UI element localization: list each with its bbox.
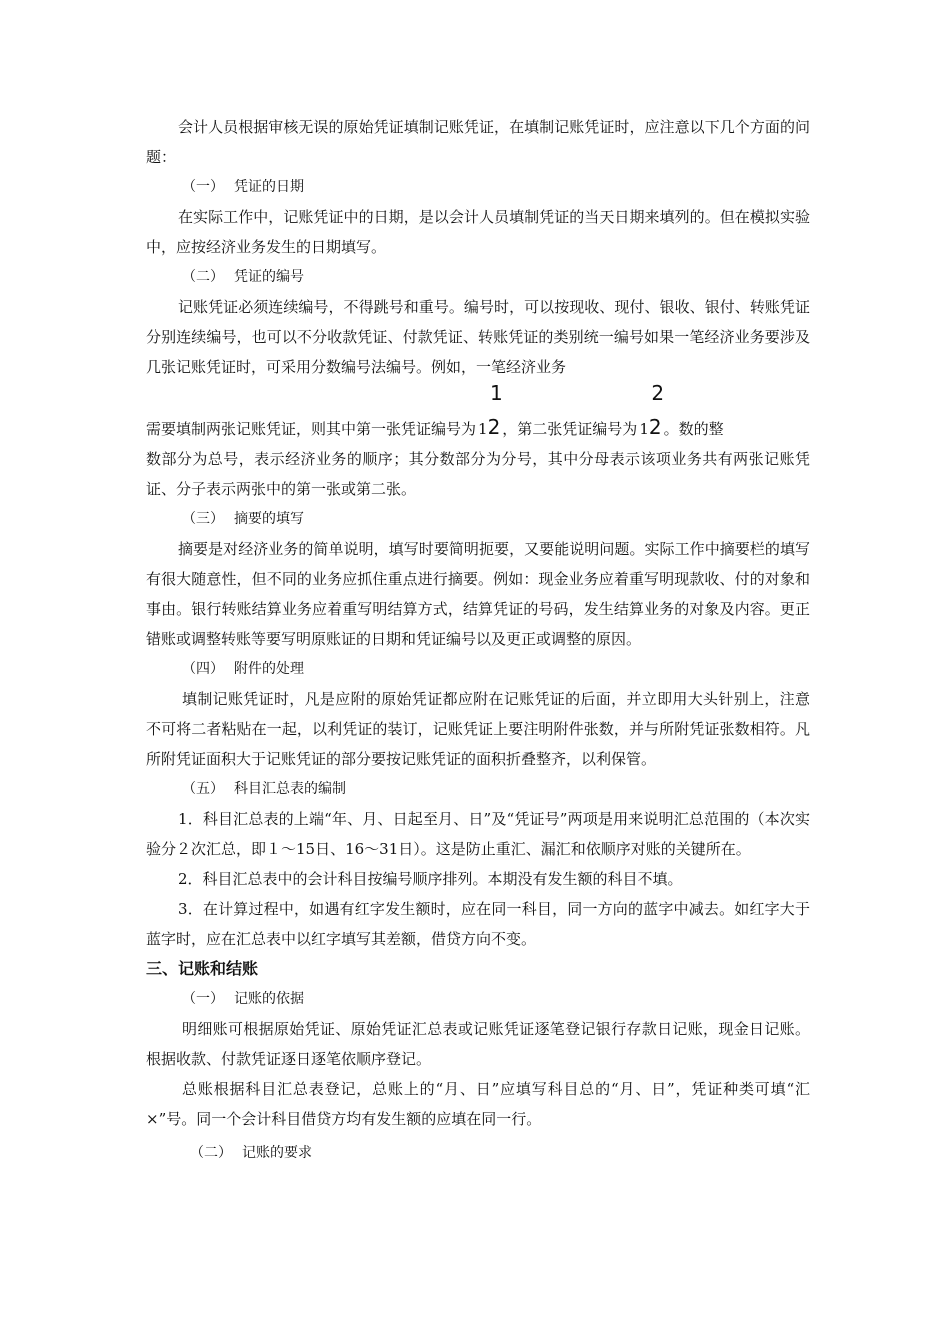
- section-number: （四）: [182, 661, 224, 677]
- fraction-numerator: 1: [490, 381, 503, 405]
- document-body: [146, 112, 810, 1168]
- section-number: （五）: [182, 781, 224, 797]
- section-title: 附件的处理: [234, 661, 304, 677]
- section-number: （三）: [182, 511, 224, 527]
- section-title: 记账的依据: [234, 991, 304, 1007]
- section-heading-summary: [146, 504, 810, 534]
- chapter-heading: 三、记账和结账: [146, 959, 259, 978]
- section-heading-numbering: [146, 262, 810, 292]
- paragraph-numbering: 记账凭证必须连续编号，不得跳号和重号。编号时，可以按现收、现付、银收、银付、转账凭证分别连续编号，也可以不分收款凭证、付款凭证、转账凭证的类别统一编号如果一笔经济业务要涉及几张记账凭证时，可采用分数编号法编号。例如，一笔经济业务: [146, 298, 810, 376]
- section-title: 凭证的日期: [234, 179, 304, 195]
- paragraph-basis-general: 总账根据科目汇总表登记，总账上的“月、日”应填写科目总的“月、日”，凭证种类可填“汇×”号。同一个会计科目借贷方均有发生额的应填在同一行。: [146, 1080, 810, 1128]
- paragraph-summary: 摘要是对经济业务的简单说明，填写时要简明扼要，又要能说明问题。实际工作中摘要栏的填写有很大随意性，但不同的业务应抓住重点进行摘要。例如：现金业务应着重写明现款收、付的对象和事由。银行转账结算业务应着重写明结算方式，结算凭证的号码，发生结算业务的对象及内容。更正错账或调整转账等要写明原账证的日期和凭证编号以及更正或调整的原因。: [146, 540, 810, 648]
- fraction-denominator: 2: [487, 415, 501, 439]
- paragraph-attachments: 填制记账凭证时，凡是应附的原始凭证都应附在记账凭证的后面，并立即用大头针别上，注意不可将二者粘贴在一起，以利凭证的装订，记账凭证上要注明附件张数，并与所附凭证张数相符。凡所附凭证面积大于记账凭证的部分要按记账凭证的面积折叠整齐，以利保管。: [146, 690, 810, 768]
- fraction-line-pre: 需要填制两张记账凭证，则其中第一张凭证编号为: [146, 420, 477, 438]
- section-title: 凭证的编号: [234, 269, 304, 285]
- paragraph-basis-detail: 明细账可根据原始凭证、原始凭证汇总表或记账凭证逐笔登记银行存款日记账，现金日记账。根据收款、付款凭证逐日逐笔依顺序登记。: [146, 1020, 810, 1068]
- intro-paragraph: 会计人员根据审核无误的原始凭证填制记账凭证，在填制记账凭证时，应注意以下几个方面的问题：: [146, 118, 810, 166]
- fraction-denominator: 2: [648, 415, 662, 439]
- section-number: （二）: [182, 269, 224, 285]
- section-number: （二）: [190, 1145, 232, 1161]
- fraction-line-mid: ，第二张凭证编号为: [502, 420, 638, 438]
- section-heading-requirements: [146, 1138, 810, 1168]
- fraction-second: [639, 381, 665, 444]
- fraction-whole: 1: [478, 420, 488, 438]
- paragraph-numbering-cont: 数部分为总号，表示经济业务的顺序；其分数部分为分号，其中分母表示该项业务共有两张记账凭证、分子表示两张中的第一张或第二张。: [146, 450, 810, 498]
- fraction-line: [146, 382, 810, 444]
- list-item-3: 3．在计算过程中，如遇有红字发生额时，应在同一科目，同一方向的蓝字中减去。如红字大于蓝字时，应在汇总表中以红字填写其差额，借贷方向不变。: [146, 900, 810, 948]
- fraction-whole: 1: [639, 420, 649, 438]
- section-title: 科目汇总表的编制: [234, 781, 346, 797]
- section-title: 摘要的填写: [234, 511, 304, 527]
- section-heading-date: [146, 172, 810, 202]
- paragraph-date: 在实际工作中，记账凭证中的日期，是以会计人员填制凭证的当天日期来填列的。但在模拟实验中，应按经济业务发生的日期填写。: [146, 208, 810, 256]
- fraction-line-post: 。数的整: [663, 420, 724, 438]
- section-title: 记账的要求: [242, 1145, 312, 1161]
- fraction-first: [478, 381, 503, 444]
- fraction-numerator: 2: [651, 381, 665, 405]
- section-heading-basis: [146, 984, 810, 1014]
- list-item-2: 2．科目汇总表中的会计科目按编号顺序排列。本期没有发生额的科目不填。: [178, 870, 683, 888]
- section-heading-attachments: [146, 654, 810, 684]
- list-item-1: 1．科目汇总表的上端“年、月、日起至月、日”及“凭证号”两项是用来说明汇总范围的（本次实验分２次汇总，即１～15日、16～31日）。这是防止重汇、漏汇和依顺序对账的关键所在。: [146, 810, 810, 858]
- section-heading-summary-table: [146, 774, 810, 804]
- section-number: （一）: [182, 991, 224, 1007]
- section-number: （一）: [182, 179, 224, 195]
